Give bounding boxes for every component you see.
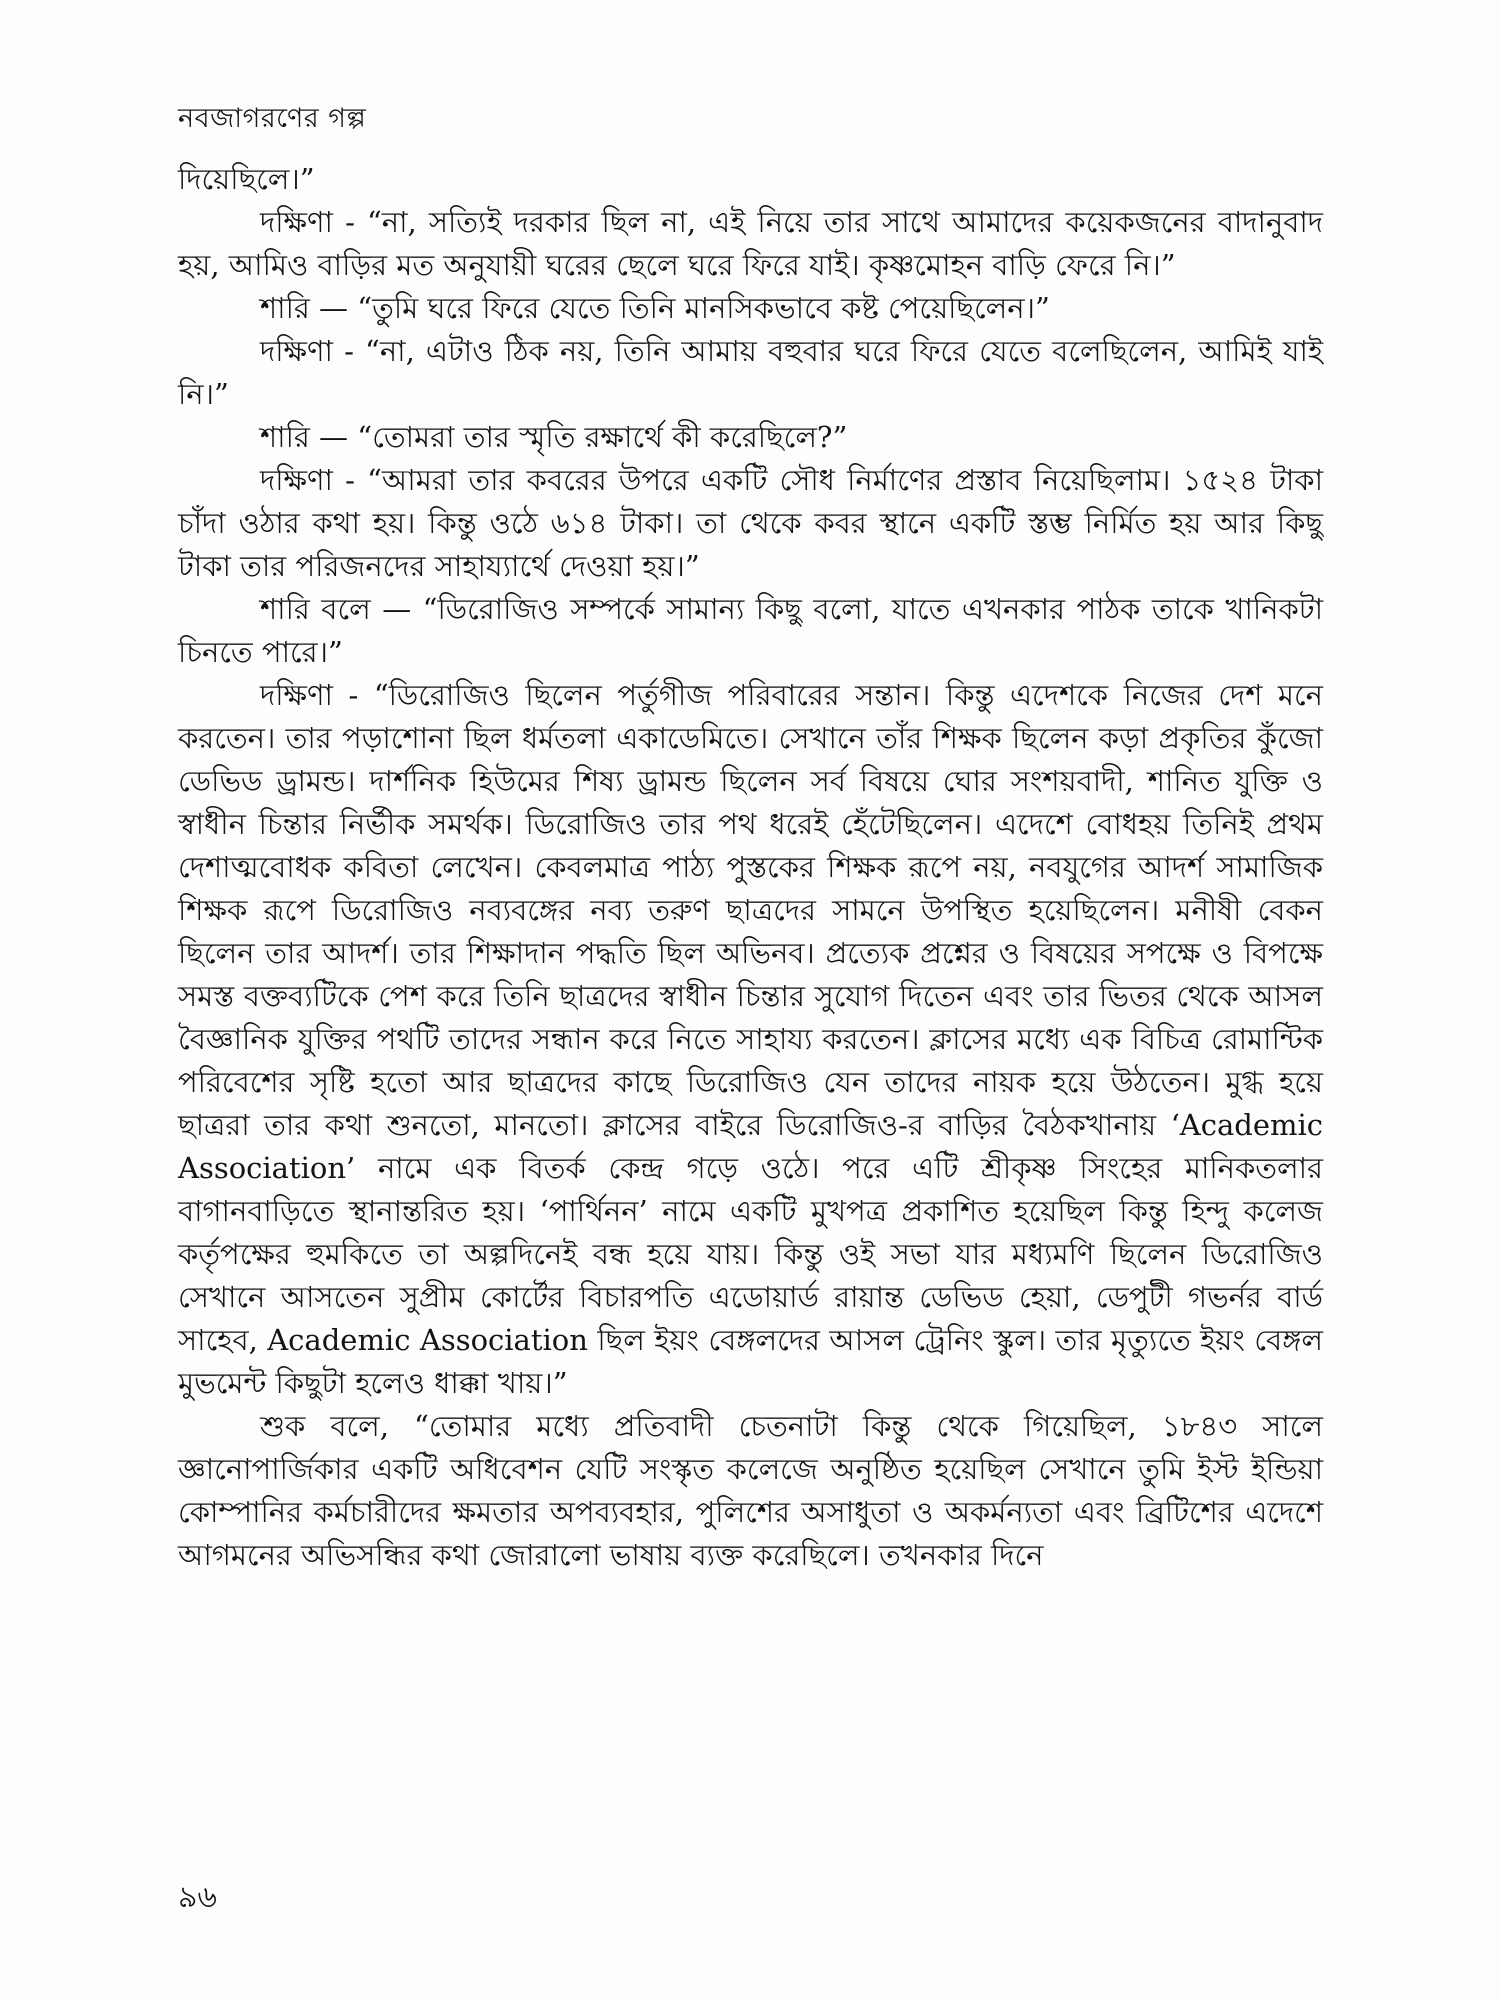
paragraph: দক্ষিণা - “না, সত্যিই দরকার ছিল না, এই নিয়ে তার সাথে আমাদের কয়েকজনের বাদানুবাদ হয়, আমিও বাড়ির মত অনুযায়ী ঘরের ছেলে ঘরে ফিরে যাই। কৃষ্ণমোহন বাড়ি ফেরে নি।” [178,205,1323,282]
paragraph: শারি বলে — “ডিরোজিও সম্পর্কে সামান্য কিছু বলো, যাতে এখনকার পাঠক তাকে খানিকটা চিনতে পারে।” [178,592,1323,669]
paragraph: শারি — “তোমরা তার স্মৃতি রক্ষার্থে কী করেছিলে?” [260,420,848,454]
paragraph: দক্ষিণা - “ডিরোজিও ছিলেন পর্তুগীজ পরিবারের সন্তান। কিন্তু এদেশকে নিজের দেশ মনে করতেন। তার পড়াশোনা ছিল ধর্মতলা একাডেমিতে। সেখানে তাঁর শিক্ষক ছিলেন কড়া প্রকৃতির কুঁজো ডেভিড ড্রামন্ড। দার্শনিক হিউমের শিষ্য ড্রামন্ড ছিলেন সর্ব বিষয়ে ঘোর সংশয়বাদী, শানিত যুক্তি ও স্বাধীন চিন্তার নির্ভীক সমর্থক। ডিরোজিও তার পথ ধরেই হেঁটেছিলেন। এদেশে বোধহয় তিনিই প্রথম দেশাত্মবোধক কবিতা লেখেন। কেবলমাত্র পাঠ্য পুস্তকের শিক্ষক রূপে নয়, নবযুগের আদর্শ সামাজিক শিক্ষক রূপে ডিরোজিও নব্যবঙ্গের নব্য তরুণ ছাত্রদের সামনে উপস্থিত হয়েছিলেন। মনীষী বেকন ছিলেন তার আদর্শ। তার শিক্ষাদান পদ্ধতি ছিল অভিনব। প্রত্যেক প্রশ্নের ও বিষয়ের সপক্ষে ও বিপক্ষে সমস্ত বক্তব্যটিকে পেশ করে তিনি ছাত্রদের স্বাধীন চিন্তার সুযোগ দিতেন এবং তার ভিতর থেকে আসল বৈজ্ঞানিক যুক্তির পথটি তাদের সন্ধান করে নিতে সাহায্য করতেন। ক্লাসের মধ্যে এক বিচিত্র রোমান্টিক পরিবেশের সৃষ্টি হতো আর ছাত্রদের কাছে ডিরোজিও যেন তাদের নায়ক হয়ে উঠতেন। মুগ্ধ হয়ে ছাত্ররা তার কথা শুনতো, মানতো। ক্লাসের বাইরে ডিরোজিও-র বাড়ির বৈঠকখানায় ‘Academic Association’ নামে এক বিতর্ক কেন্দ্র গড়ে ওঠে। পরে এটি শ্রীকৃষ্ণ সিংহের মানিকতলার বাগানবাড়িতে স্থানান্তরিত হয়। ‘পার্থিনন’ নামে একটি মুখপত্র প্রকাশিত হয়েছিল কিন্তু হিন্দু কলেজ কর্তৃপক্ষের হুমকিতে তা অল্পদিনেই বন্ধ হয়ে যায়। কিন্তু ওই সভা যার মধ্যমণি ছিলেন ডিরোজিও সেখানে আসতেন সুপ্রীম কোর্টের বিচারপতি এডোয়ার্ড রায়ান্ত ডেভিড হেয়া, ডেপুটী গভর্নর বার্ড সাহেব, Academic Association ছিল ইয়ং বেঙ্গলদের আসল ট্রেনিং স্কুল। তার মৃত্যুতে ইয়ং বেঙ্গল মুভমেন্ট কিছুটা হলেও ধাক্কা খায়।” [178,678,1323,1400]
body-text [178,158,1323,1577]
paragraph: দিয়েছিলে।” [178,162,315,196]
paragraph: দক্ষিণা - “আমরা তার কবরের উপরে একটি সৌধ নির্মাণের প্রস্তাব নিয়েছিলাম। ১৫২৪ টাকা চাঁদা ওঠার কথা হয়। কিন্তু ওঠে ৬১৪ টাকা। তা থেকে কবর স্থানে একটি স্তম্ভ নির্মিত হয় আর কিছু টাকা তার পরিজনদের সাহায্যার্থে দেওয়া হয়।” [178,463,1323,583]
paragraph: দক্ষিণা - “না, এটাও ঠিক নয়, তিনি আমায় বহুবার ঘরে ফিরে যেতে বলেছিলেন, আমিই যাই নি।” [178,334,1323,411]
page-number: ৯৬ [178,1880,217,1915]
running-head: নবজাগরণের গল্প [178,103,367,134]
paragraph: শারি — “তুমি ঘরে ফিরে যেতে তিনি মানসিকভাবে কষ্ট পেয়েছিলেন।” [260,291,1050,325]
paragraph: শুক বলে, “তোমার মধ্যে প্রতিবাদী চেতনাটা কিন্তু থেকে গিয়েছিল, ১৮৪৩ সালে জ্ঞানোপার্জিকার একটি অধিবেশন যেটি সংস্কৃত কলেজে অনুষ্ঠিত হয়েছিল সেখানে তুমি ইস্ট ইন্ডিয়া কোম্পানির কর্মচারীদের ক্ষমতার অপব্যবহার, পুলিশের অসাধুতা ও অকর্মন্যতা এবং ব্রিটিশের এদেশে আগমনের অভিসন্ধির কথা জোরালো ভাষায় ব্যক্ত করেছিলে। তখনকার দিনে [178,1409,1323,1572]
